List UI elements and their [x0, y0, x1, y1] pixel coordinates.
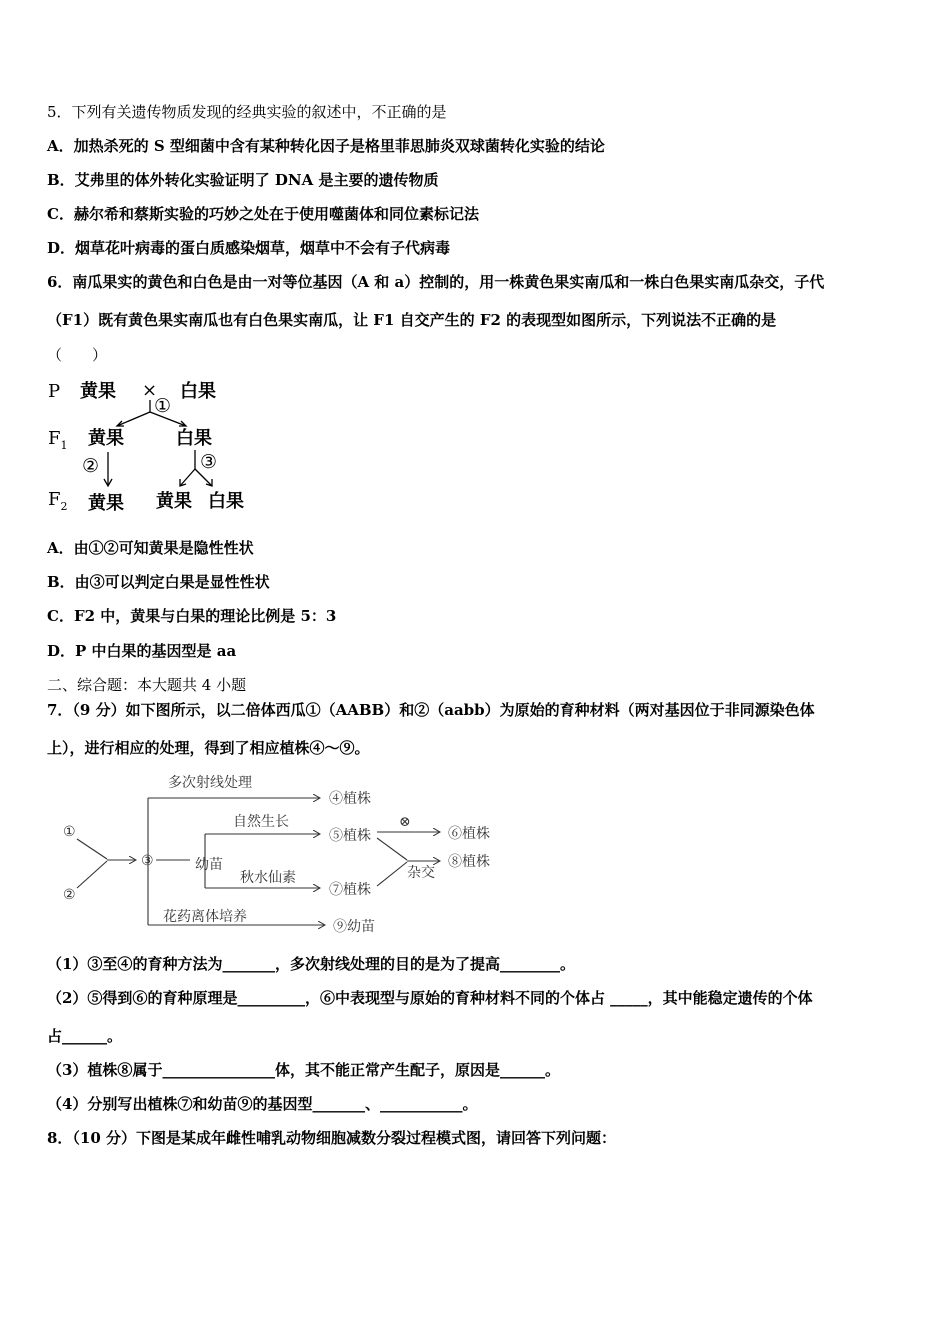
- treatment-radiation: 多次射线处理: [168, 775, 252, 791]
- q7-sub-2-cont: 占______。: [47, 1027, 123, 1045]
- parent-1-marker: ①: [63, 824, 76, 840]
- q6-stem-line3: （ ）: [47, 346, 108, 364]
- treatment-natural-growth: 自然生长: [233, 814, 289, 830]
- parent-2-marker: ②: [63, 887, 76, 903]
- result-seedling-9: ⑨幼苗: [333, 919, 375, 935]
- f2-white-fruit: 白果: [208, 491, 244, 512]
- treatment-colchicine: 秋水仙素: [240, 870, 296, 886]
- breeding-flow-diagram: [55, 768, 515, 943]
- q7-sub-3: （3）植株⑧属于_______________体，其不能正常产生配子，原因是______。: [47, 1061, 560, 1079]
- treatment-crossing: 杂交: [407, 865, 435, 881]
- q7-sub-2: （2）⑤得到⑥的育种原理是_________，⑥中表现型与原始的育种材料不同的个体占 _____，其中能稳定遗传的个体: [47, 989, 813, 1007]
- f1-yellow-fruit: 黄果: [88, 428, 124, 449]
- result-plant-5: ⑤植株: [329, 828, 371, 844]
- result-plant-4: ④植株: [329, 791, 371, 807]
- pedigree-diagram: [40, 372, 260, 522]
- q6-stem-line1: 6．南瓜果实的黄色和白色是由一对等位基因（A 和 a）控制的，用一株黄色果实南瓜和一株白色果实南瓜杂交，子代: [47, 273, 825, 291]
- seedling-label: 幼苗: [195, 857, 223, 873]
- q5-stem: 5．下列有关遗传物质发现的经典实验的叙述中，不正确的是: [47, 103, 447, 121]
- step-1-marker: ①: [154, 395, 172, 417]
- section-2-heading: 二、综合题：本大题共 4 小题: [47, 676, 247, 694]
- p-white-fruit: 白果: [180, 381, 216, 402]
- step-2-marker: ②: [82, 455, 100, 477]
- q5-option-d: D．烟草花叶病毒的蛋白质感染烟草，烟草中不会有子代病毒: [47, 239, 451, 257]
- branch-left: [117, 412, 150, 426]
- generation-f1-label: $F_1$: [48, 428, 68, 452]
- q5-option-b: B．艾弗里的体外转化实验证明了 DNA 是主要的遗传物质: [47, 171, 439, 189]
- result-plant-8: ⑧植株: [448, 854, 490, 870]
- q7-stem-line2: 上），进行相应的处理，得到了相应植株④～⑨。: [47, 739, 370, 757]
- q6-option-b: B．由③可以判定白果是显性性状: [47, 573, 270, 591]
- treatment-anther-culture: 花药离体培养: [163, 909, 247, 925]
- q6-option-d: D．P 中白果的基因型是 aa: [47, 642, 237, 660]
- q7-stem-line1: 7．（9 分）如下图所示，以二倍体西瓜①（AABB）和②（aabb）为原始的育种材料（两对基因位于非同源染色体: [47, 701, 815, 719]
- q7-sub-4: （4）分别写出植株⑦和幼苗⑨的基因型_______、___________。: [47, 1095, 478, 1113]
- q6-option-c: C．F2 中，黄果与白果的理论比例是 5：3: [47, 607, 337, 625]
- cross-symbol: ×: [142, 380, 158, 401]
- result-plant-7: ⑦植株: [329, 882, 371, 898]
- f2-yellow-fruit-right: 黄果: [156, 491, 192, 512]
- q7-sub-1: （1）③至④的育种方法为_______，多次射线处理的目的是为了提高________。: [47, 955, 575, 973]
- result-plant-6: ⑥植株: [448, 826, 490, 842]
- q5-option-a: A．加热杀死的 S 型细菌中含有某种转化因子是格里菲思肺炎双球菌转化实验的结论: [47, 137, 605, 155]
- generation-f2-label: $F_2$: [48, 489, 68, 513]
- step-3-marker: ③: [200, 451, 218, 473]
- generation-p-label: P: [48, 381, 61, 402]
- q6-option-a: A．由①②可知黄果是隐性性状: [47, 539, 254, 557]
- f2-yellow-fruit-left: 黄果: [88, 493, 124, 514]
- selfing-symbol: ⊗: [399, 814, 411, 830]
- q8-stem: 8．（10 分）下图是某成年雌性哺乳动物细胞减数分裂过程模式图，请回答下列问题：: [47, 1129, 617, 1147]
- q6-stem-line2: （F1）既有黄色果实南瓜也有白色果实南瓜，让 F1 自交产生的 F2 的表现型如图所示，下列说法不正确的是: [47, 311, 777, 329]
- q5-option-c: C．赫尔希和蔡斯实验的巧妙之处在于使用噬菌体和同位素标记法: [47, 205, 479, 223]
- f1-white-fruit: 白果: [176, 428, 212, 449]
- p-yellow-fruit: 黄果: [80, 381, 116, 402]
- node-3-marker: ③: [141, 853, 154, 869]
